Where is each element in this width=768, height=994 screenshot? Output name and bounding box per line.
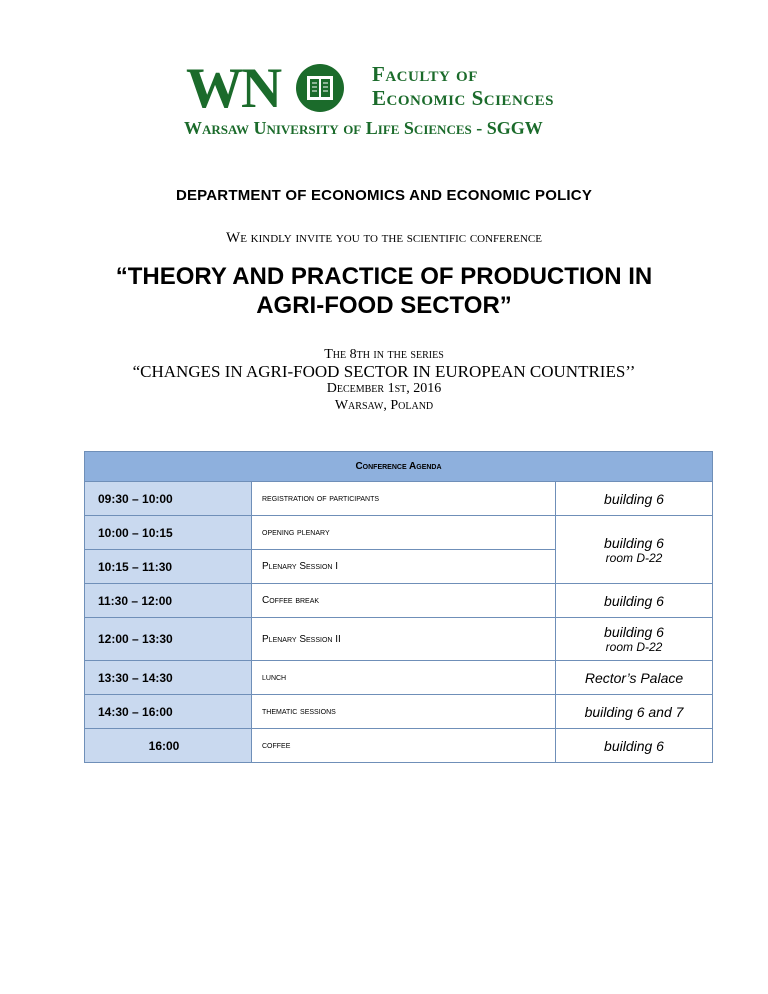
agenda-event: coffee [252, 729, 556, 763]
agenda-event: Coffee break [252, 584, 556, 618]
agenda-event: lunch [252, 661, 556, 695]
agenda-time: 11:30 – 12:00 [85, 584, 252, 618]
agenda-location: building 6 and 7 [556, 695, 713, 729]
table-row [85, 729, 713, 763]
agenda-time: 13:30 – 14:30 [85, 661, 252, 695]
department-heading: DEPARTMENT OF ECONOMICS AND ECONOMIC POLICY [175, 187, 593, 204]
table-row [85, 584, 713, 618]
agenda-location: building 6 room D-22 [556, 618, 713, 661]
series-number: The 8th in the series [324, 347, 444, 362]
agenda-time: 09:30 – 10:00 [85, 482, 252, 516]
conference-place: Warsaw, Poland [334, 398, 434, 413]
logo-faculty-name: Faculty of Economic Sciences [372, 62, 554, 110]
faculty-logo [184, 58, 584, 138]
agenda-location: building 6 [556, 584, 713, 618]
agenda-time: 14:30 – 16:00 [85, 695, 252, 729]
table-row [85, 516, 713, 550]
conference-title: “THEORY AND PRACTICE OF PRODUCTION IN AGRI-FOOD SECTOR” [115, 263, 653, 319]
series-name: “CHANGES IN AGRI-FOOD SECTOR IN EUROPEAN COUNTRIES’’ [132, 362, 636, 381]
agenda-event: registration of participants [252, 482, 556, 516]
agenda-time: 12:00 – 13:30 [85, 618, 252, 661]
agenda-table [84, 451, 713, 763]
agenda-time: 16:00 [85, 729, 252, 763]
agenda-time: 10:00 – 10:15 [85, 516, 252, 550]
agenda-location: building 6 room D-22 [556, 516, 713, 584]
series-info [0, 346, 768, 414]
agenda-header-row [85, 452, 713, 482]
agenda-event: thematic sessions [252, 695, 556, 729]
agenda-event: Plenary Session I [252, 550, 556, 584]
invitation-line: We kindly invite you to the scientific conference [226, 230, 542, 246]
agenda-heading: Conference Agenda [85, 452, 713, 482]
table-row [85, 482, 713, 516]
agenda-location: building 6 [556, 482, 713, 516]
agenda-event: Plenary Session II [252, 618, 556, 661]
agenda-location: Rector’s Palace [556, 661, 713, 695]
conference-date: December 1st, 2016 [326, 381, 442, 396]
table-row [85, 618, 713, 661]
table-row [85, 695, 713, 729]
agenda-time: 10:15 – 11:30 [85, 550, 252, 584]
logo-monogram: WN [186, 57, 281, 120]
book-emblem-icon [294, 62, 346, 114]
table-row [85, 661, 713, 695]
agenda-location: building 6 [556, 729, 713, 763]
agenda-event: opening plenary [252, 516, 556, 550]
logo-university-name: Warsaw University of Life Sciences - SGGW [184, 118, 543, 138]
